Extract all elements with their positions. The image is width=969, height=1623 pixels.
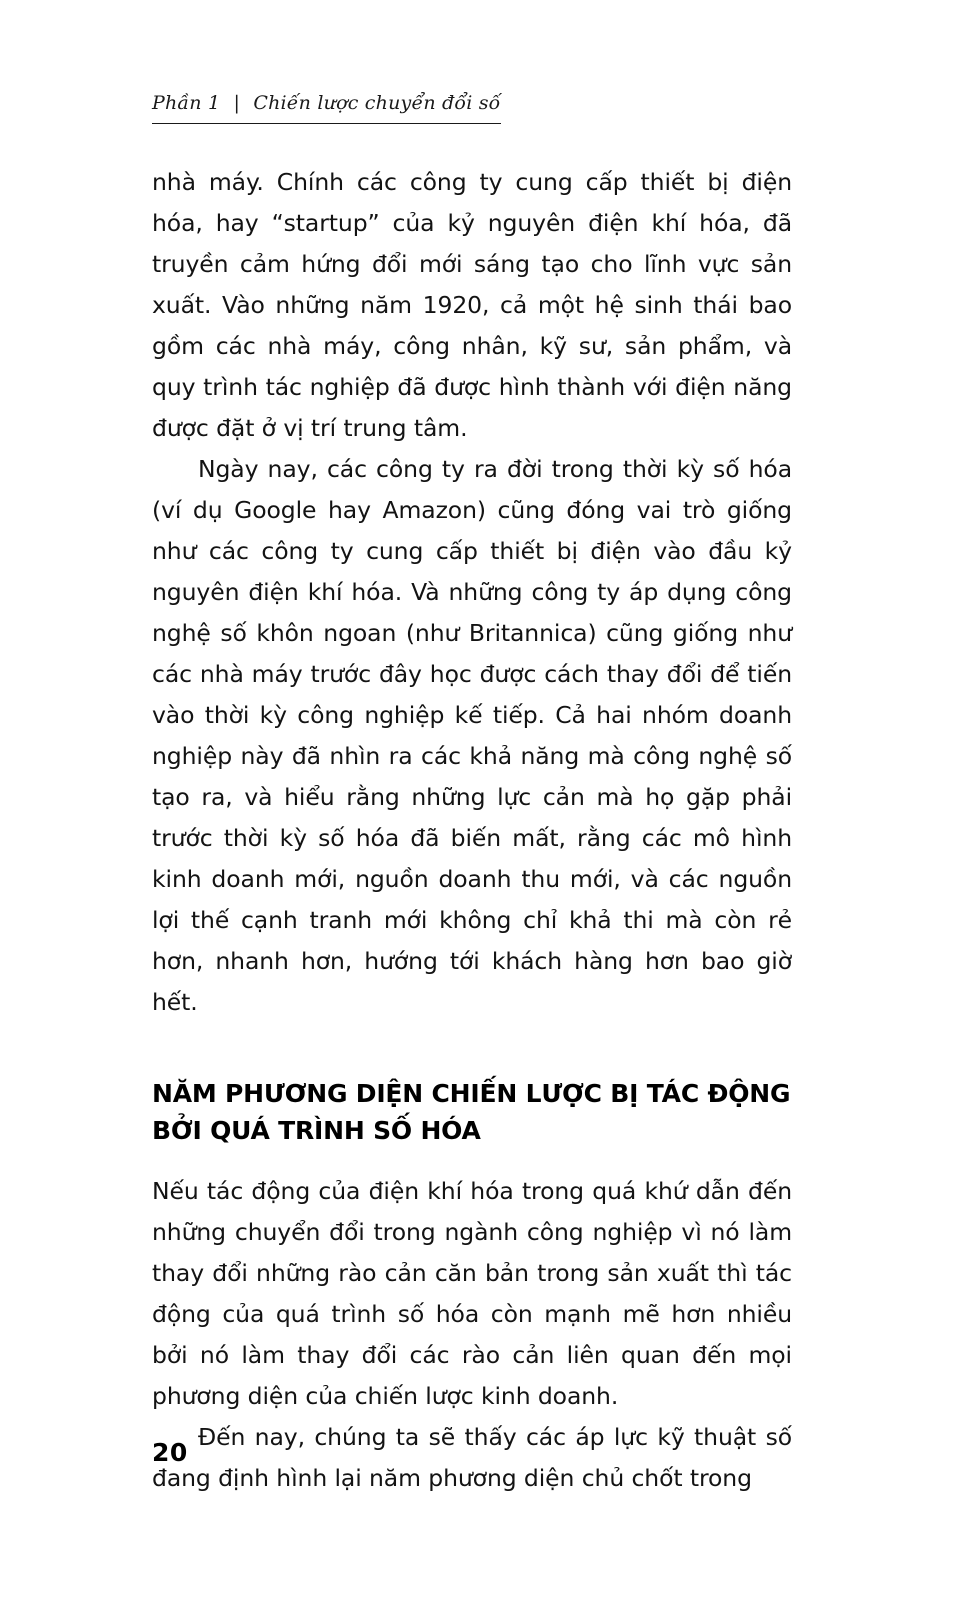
paragraph-1: nhà máy. Chính các công ty cung cấp thiết bị điện hóa, hay “startup” của kỷ nguyên điện khí hóa, đã truyền cảm hứng đổi mới sáng tạo cho lĩnh vực sản xuất. Vào những năm 1920, cả một hệ sinh thái bao gồm các nhà máy, công nhân, kỹ sư, sản phẩm, và quy trình tác nghiệp đã được hình thành với điện năng được đặt ở vị trí trung tâm.	[152, 168, 792, 442]
running-header-part: Phần 1	[152, 92, 221, 114]
paragraph-2: Ngày nay, các công ty ra đời trong thời kỳ số hóa (ví dụ Google hay Amazon) cũng đóng vai trò giống như các công ty cung cấp thiết bị điện vào đầu kỷ nguyên điện khí hóa. Và những công ty áp dụng công nghệ số khôn ngoan (như Britannica) cũng giống như các nhà máy trước đây học được cách thay đổi để tiến vào thời kỳ công nghiệp kế tiếp. Cả hai nhóm doanh nghiệp này đã nhìn ra các khả năng mà công nghệ số tạo ra, và hiểu rằng những lực cản mà họ gặp phải trước thời kỳ số hóa đã biến mất, rằng các mô hình kinh doanh mới, nguồn doanh thu mới, và các nguồn lợi thế cạnh tranh mới không chỉ khả thi mà còn rẻ hơn, nhanh hơn, hướng tới khách hàng hơn bao giờ hết.	[152, 455, 792, 1016]
section-heading: NĂM PHƯƠNG DIỆN CHIẾN LƯỢC BỊ TÁC ĐỘNG BỞI QUÁ TRÌNH SỐ HÓA	[152, 1079, 791, 1145]
paragraph-4: Đến nay, chúng ta sẽ thấy các áp lực kỹ thuật số đang định hình lại năm phương diện chủ chốt trong	[152, 1423, 792, 1492]
page-content	[152, 92, 792, 1499]
body-text	[152, 162, 792, 1499]
running-header-chapter: Chiến lược chuyển đổi số	[253, 92, 501, 114]
running-header-separator: |	[233, 92, 241, 114]
paragraph-3: Nếu tác động của điện khí hóa trong quá khứ dẫn đến những chuyển đổi trong ngành công nghiệp vì nó làm thay đổi những rào cản căn bản trong sản xuất thì tác động của quá trình số hóa còn mạnh mẽ hơn nhiều bởi nó làm thay đổi các rào cản liên quan đến mọi phương diện của chiến lược kinh doanh.	[152, 1177, 792, 1410]
running-header	[152, 92, 501, 124]
page-number: 20	[152, 1438, 188, 1467]
